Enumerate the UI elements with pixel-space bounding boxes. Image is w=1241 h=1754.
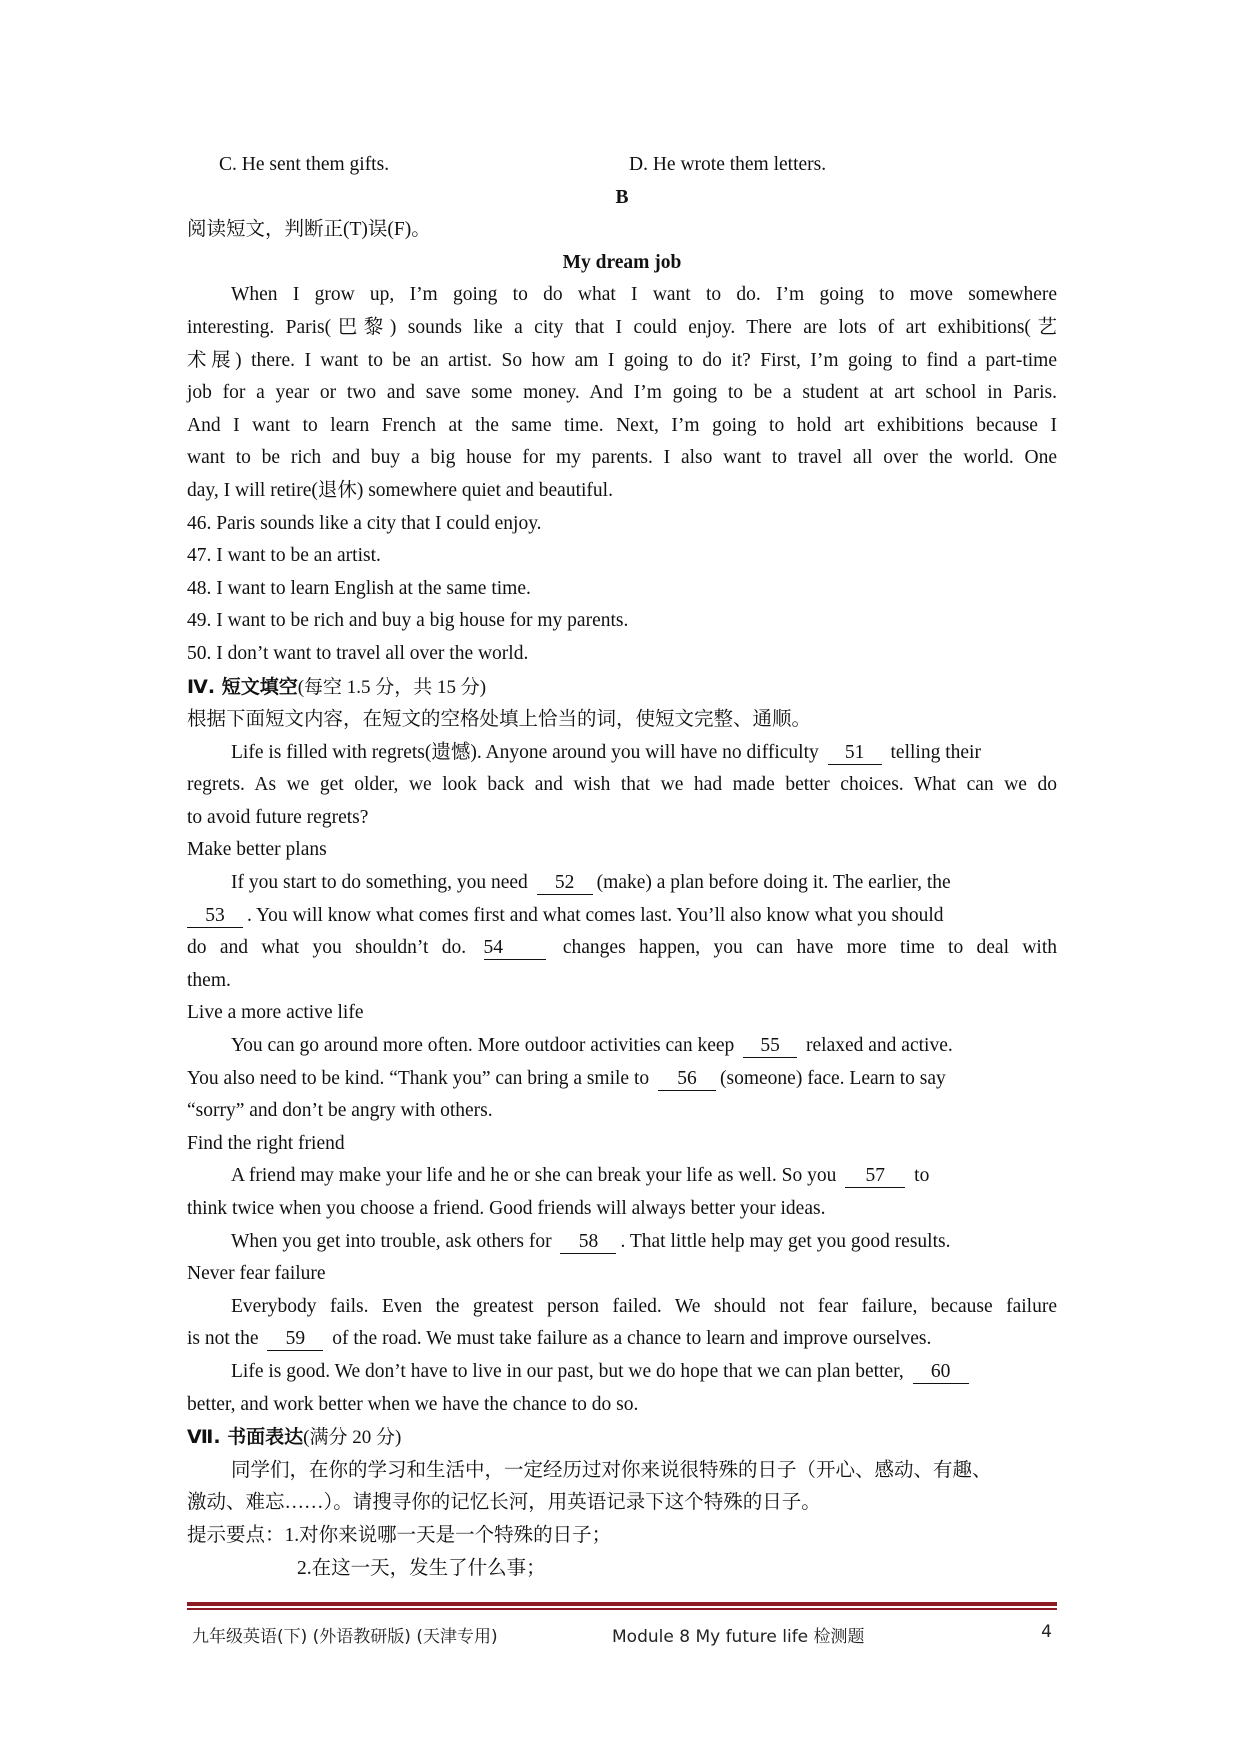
blank-60[interactable]: 60 [913, 1361, 969, 1384]
cloze-line: Life is good. We don’t have to live in our past, but we do hope that we can plan better, 60 [187, 1356, 1057, 1389]
blank-54[interactable]: 54 [484, 937, 546, 960]
section-4-header [187, 671, 1057, 705]
question-50: 50. I don’t want to travel all over the world. [187, 642, 529, 664]
question-49: 49. I want to be rich and buy a big house for my parents. [187, 610, 629, 632]
cloze-line: A friend may make your life and he or she can break your life as well. So you 57 to [231, 1165, 930, 1187]
blank-59[interactable]: 59 [267, 1328, 323, 1351]
page-number: 4 [1041, 1622, 1052, 1642]
cloze-line: When you get into trouble, ask others for 58 . That little help may get you good results. [231, 1230, 951, 1252]
cloze-line: 53 . You will know what comes first and what comes last. You’ll also know what you should [187, 900, 1057, 933]
cloze-line: You also need to be kind. “Thank you” can bring a smile to 56 (someone) face. Learn to say [187, 1067, 946, 1089]
cloze-line: If you start to do something, you need 52 (make) a plan before doing it. The earlier, the [231, 872, 951, 894]
passage-line: 术展) there. I want to be an artist. So how am I going to do it? First, I’m going to find a part-time [187, 349, 1057, 371]
writing-tip: 提示要点：1.对你来说哪一天是一个特殊的日子； [187, 1524, 612, 1546]
cloze-line: them. [187, 969, 231, 991]
cloze-line: Life is filled with regrets(遗憾). Anyone around you will have no difficulty 51 telling their [231, 741, 981, 763]
passage-line: want to be rich and buy a big house for my parents. I also want to travel all over the world. One [187, 447, 1057, 469]
blank-52[interactable]: 52 [537, 872, 593, 895]
footer-book-title: 九年级英语(下) (外语教研版) (天津专用) [192, 1627, 498, 1647]
writing-tip: 2.在这一天，发生了什么事； [297, 1557, 546, 1579]
section-4-instruction: 根据下面短文内容，在短文的空格处填上恰当的词，使短文完整、通顺。 [187, 709, 812, 731]
answer-options [187, 149, 1057, 182]
passage-line: And I want to learn French at the same time. Next, I’m going to hold art exhibitions because I [187, 414, 1057, 436]
subheading-make-better-plans: Make better plans [187, 839, 327, 861]
cloze-line: think twice when you choose a friend. Good friends will always better your ideas. [187, 1198, 826, 1219]
blank-58[interactable]: 58 [560, 1231, 616, 1254]
section-4-heading: Ⅳ. 短文填空 [187, 675, 298, 698]
passage-line: When I grow up, I’m going to do what I want to do. I’m going to move somewhere [231, 284, 1057, 306]
cloze-line: to avoid future regrets? [187, 806, 369, 828]
passage-line: day, I will retire(退休) somewhere quiet and beautiful. [187, 479, 613, 501]
cloze-line: do and what you shouldn’t do. 54 changes happen, you can have more time to deal with [187, 937, 1058, 959]
footer-divider [187, 1602, 1057, 1606]
subheading-never-fear-failure: Never fear failure [187, 1263, 326, 1285]
blank-51[interactable]: 51 [828, 742, 882, 765]
blank-55[interactable]: 55 [743, 1035, 797, 1058]
option-d: D. He wrote them letters. [629, 154, 827, 175]
blank-56[interactable]: 56 [658, 1068, 716, 1091]
part-b-instruction: 阅读短文，判断正(T)误(F)。 [187, 219, 431, 241]
cloze-line: You can go around more often. More outdoor activities can keep 55 relaxed and active. [231, 1035, 953, 1057]
passage-line: job for a year or two and save some money. And I’m going to be a student at art school in Paris. [187, 382, 1057, 404]
question-47: 47. I want to be an artist. [187, 545, 381, 567]
writing-prompt: 同学们，在你的学习和生活中，一定经历过对你来说很特殊的日子（开心、感动、有趣、 [231, 1459, 992, 1481]
question-46: 46. Paris sounds like a city that I could enjoy. [187, 512, 542, 534]
cloze-line: Everybody fails. Even the greatest person failed. We should not fear failure, because failure [231, 1295, 1057, 1317]
writing-prompt: 激动、难忘……）。请搜寻你的记忆长河，用英语记录下这个特殊的日子。 [187, 1492, 821, 1514]
section-7-heading: Ⅶ. 书面表达 [187, 1426, 304, 1449]
passage-title: My dream job [562, 251, 682, 273]
blank-57[interactable]: 57 [845, 1165, 905, 1188]
section-4-note: (每空 1.5 分，共 15 分) [297, 676, 487, 698]
subheading-find-right-friend: Find the right friend [187, 1132, 345, 1154]
footer-module-title: Module 8 My future life 检测题 [612, 1627, 865, 1647]
option-c: C. He sent them gifts. [219, 154, 390, 175]
section-7-note: (满分 20 分) [303, 1427, 402, 1449]
page-content [187, 149, 1057, 1585]
part-b-label: B [615, 186, 629, 208]
section-7-header [187, 1421, 1057, 1455]
passage-line: interesting. Paris(巴黎) sounds like a city that I could enjoy. There are lots of art exhibitions(艺 [187, 316, 1057, 338]
blank-53[interactable]: 53 [187, 905, 243, 928]
question-48: 48. I want to learn English at the same time. [187, 577, 531, 599]
cloze-line: is not the 59 of the road. We must take failure as a chance to learn and improve ourselves. [187, 1328, 932, 1350]
cloze-line: regrets. As we get older, we look back and wish that we had made better choices. What can we do [187, 774, 1057, 796]
cloze-line: better, and work better when we have the chance to do so. [187, 1393, 639, 1415]
subheading-live-active-life: Live a more active life [187, 1002, 364, 1024]
footer-divider-thin [187, 1608, 1057, 1610]
cloze-line: “sorry” and don’t be angry with others. [187, 1100, 493, 1122]
